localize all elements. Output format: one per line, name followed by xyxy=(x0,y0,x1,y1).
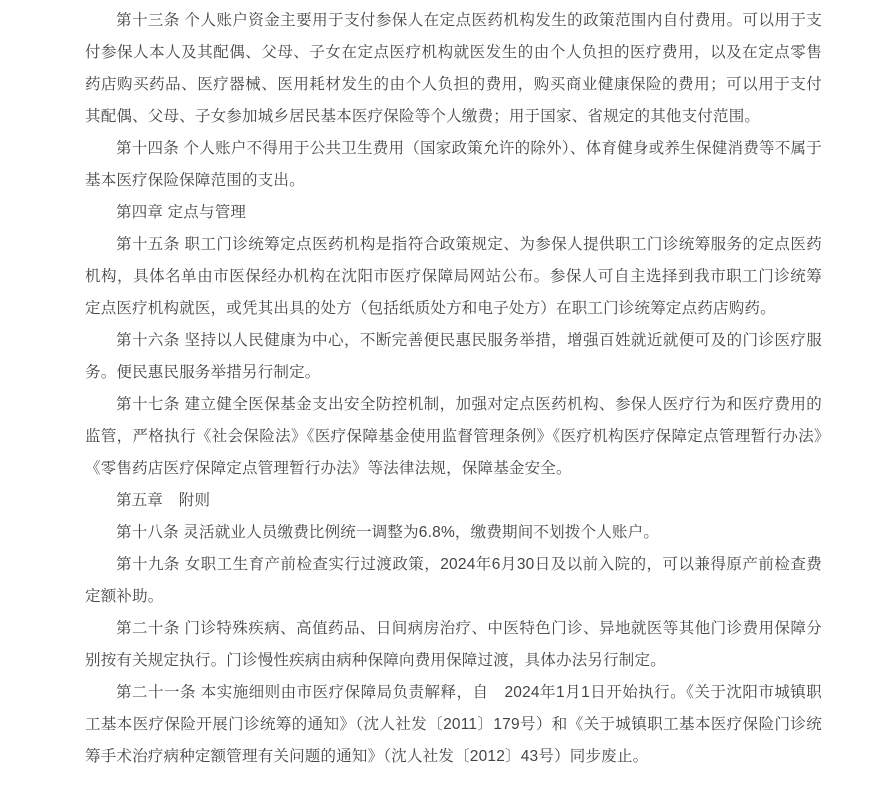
chapter-heading-5: 第五章 附则 xyxy=(116,492,211,509)
para-article-14: 第十四条 个人账户不得用于公共卫生费用（国家政策允许的除外）、体育健身或养生保健消费等不属于基本医疗保险保障范围的支出。 xyxy=(85,140,822,189)
chapter-heading-4: 第四章 定点与管理 xyxy=(116,204,247,221)
document-body xyxy=(85,0,822,773)
para-article-18: 第十八条 灵活就业人员缴费比例统一调整为6.8%，缴费期间不划拨个人账户。 xyxy=(116,524,660,541)
para-article-15: 第十五条 职工门诊统筹定点医药机构是指符合政策规定、为参保人提供职工门诊统筹服务的定点医药机构，具体名单由市医保经办机构在沈阳市医疗保障局网站公布。参保人可自主选择到我市职工门诊统筹定点医疗机构就医，或凭其出具的处方（包括纸质处方和电子处方）在职工门诊统筹定点药店购药。 xyxy=(85,236,822,317)
para-article-21: 第二十一条 本实施细则由市医疗保障局负责解释，自 2024年1月1日开始执行。《关于沈阳市城镇职工基本医疗保险开展门诊统筹的通知》（沈人社发〔2011〕179号）和《关于城镇职工基本医疗保险门诊统筹手术治疗病种定额管理有关问题的通知》（沈人社发〔2012〕43号）同步废止。 xyxy=(85,684,822,765)
para-article-16: 第十六条 坚持以人民健康为中心，不断完善便民惠民服务举措，增强百姓就近就便可及的门诊医疗服务。便民惠民服务举措另行制定。 xyxy=(85,332,822,381)
para-article-20: 第二十条 门诊特殊疾病、高值药品、日间病房治疗、中医特色门诊、异地就医等其他门诊费用保障分别按有关规定执行。门诊慢性疾病由病种保障向费用保障过渡，具体办法另行制定。 xyxy=(85,620,822,669)
para-article-17: 第十七条 建立健全医保基金支出安全防控机制，加强对定点医药机构、参保人医疗行为和医疗费用的监管，严格执行《社会保险法》《医疗保障基金使用监督管理条例》《医疗机构医疗保障定点管理暂行办法》《零售药店医疗保障定点管理暂行办法》等法律法规，保障基金安全。 xyxy=(85,396,822,477)
para-article-13: 第十三条 个人账户资金主要用于支付参保人在定点医药机构发生的政策范围内自付费用。可以用于支付参保人本人及其配偶、父母、子女在定点医疗机构就医发生的由个人负担的医疗费用，以及在定点零售药店购买药品、医疗器械、医用耗材发生的由个人负担的费用，购买商业健康保险的费用；可以用于支付其配偶、父母、子女参加城乡居民基本医疗保险等个人缴费；用于国家、省规定的其他支付范围。 xyxy=(85,12,822,125)
para-article-19: 第十九条 女职工生育产前检查实行过渡政策，2024年6月30日及以前入院的，可以兼得原产前检查费定额补助。 xyxy=(85,556,822,605)
